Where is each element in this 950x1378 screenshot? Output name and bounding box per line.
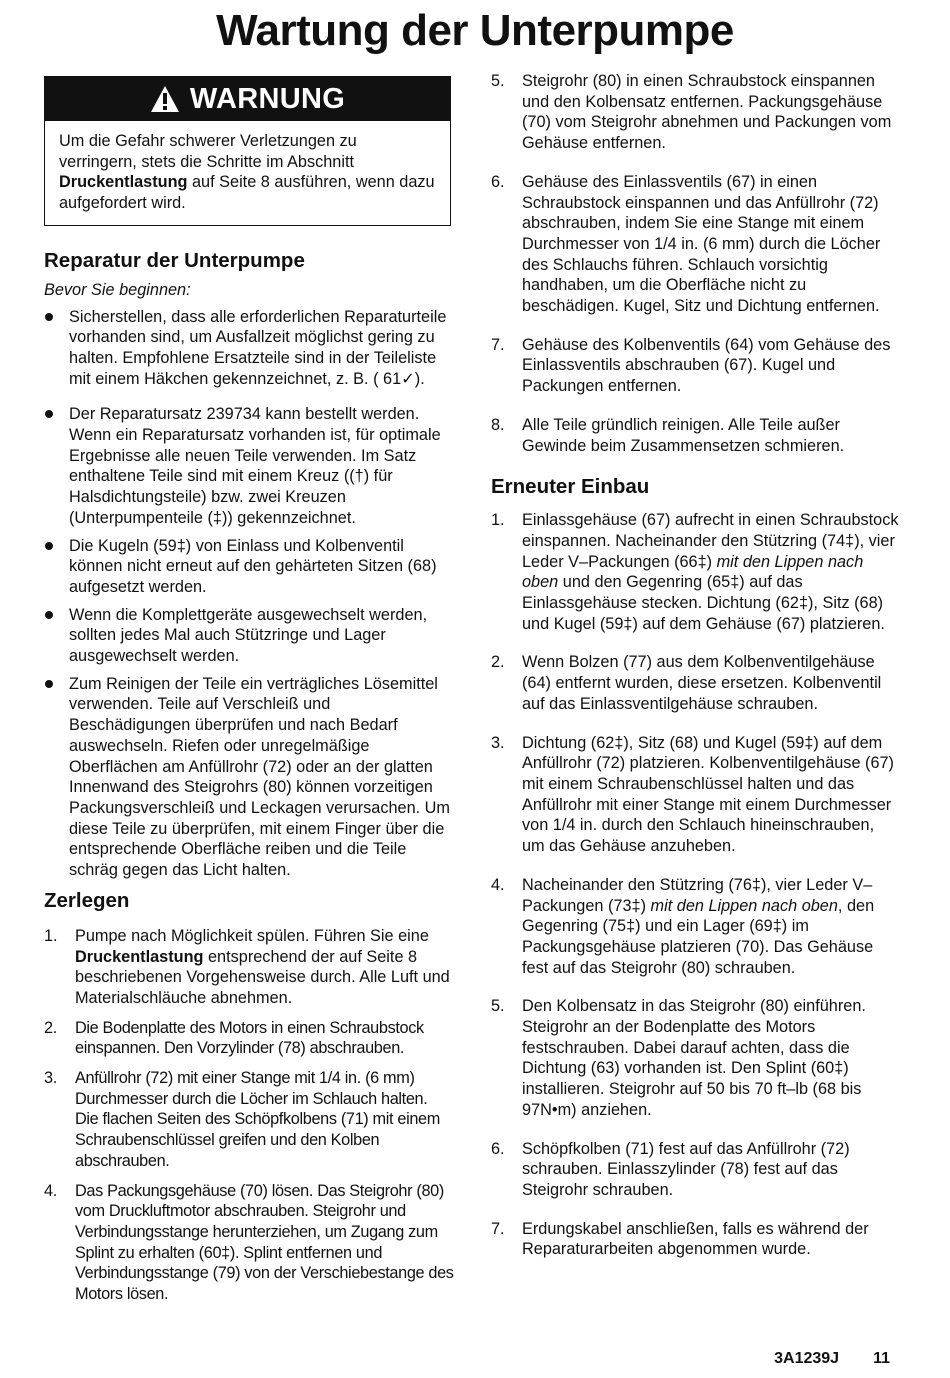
- disassembly-steps: [44, 926, 454, 1305]
- repair-intro: Bevor Sie beginnen:: [44, 280, 191, 299]
- disassembly-heading: Zerlegen: [44, 888, 130, 912]
- list-item: Wenn die Komplettgeräte ausgewechselt werden, sollten jedes Mal auch Stützringe und Lager ausgewechselt werden.: [44, 605, 454, 667]
- list-item: Zum Reinigen der Teile ein verträgliches Lösemittel verwenden. Teile auf Verschleiß und Beschädigungen überprüfen und nach Bedarf auswechseln. Riefen oder unregelmäßige Oberflächen am Anfüllrohr (72) oder an der glatten Innenwand des Steigrohrs (80) können vorzeitigen Packungsverschleiß und Leckagen verursachen. Um diese Teile zu überprüfen, mit einem Finger über die entsprechende Oberfläche reiben und die Teile schräg gegen das Licht halten.: [44, 674, 454, 881]
- warning-text: Um die Gefahr schwerer Verletzungen zu verringern, stets die Schritte im Abschnitt Druckentlastung auf Seite 8 ausführen, wenn dazu aufgefordert wird.: [59, 132, 435, 213]
- list-item: 7. Erdungskabel anschließen, falls es während der Reparaturarbeiten abgenommen wurde.: [491, 1219, 869, 1259]
- list-item: 6. Schöpfkolben (71) fest auf das Anfüllrohr (72) schrauben. Einlasszylinder (78) fest auf das Steigrohr schrauben.: [491, 1139, 850, 1199]
- list-item: Die Kugeln (59‡) von Einlass und Kolbenventil können nicht erneut auf den gehärteten Sitzen (68) aufgesetzt werden.: [44, 536, 454, 598]
- document-number: 3A1239J: [774, 1350, 840, 1367]
- list-item: 1. Pumpe nach Möglichkeit spülen. Führen Sie eine Druckentlastung entsprechend der auf Seite 8 beschriebenen Vorgehensweise durch. Alle Luft und Materialschläuche abnehmen.: [44, 926, 450, 1007]
- list-item: 5. Steigrohr (80) in einen Schraubstock einspannen und den Kolbensatz entfernen. Packungsgehäuse (70) vom Steigrohr abnehmen und Packungen vom Gehäuse entfernen.: [491, 72, 892, 153]
- list-item: 4. Das Packungsgehäuse (70) lösen. Das Steigrohr (80) vom Druckluftmotor abschrauben. Steigrohr und Verbindungsstange herunterziehen, um Zugang zum Splint zu erhalten (60‡). Splint entfernen und Verbindungsstange (79) von der Verschiebestange des Motors lösen.: [44, 1181, 454, 1304]
- list-item: 7. Gehäuse des Kolbenventils (64) vom Gehäuse des Einlassventils abschrauben (67). Kugel und Packungen entfernen.: [491, 335, 891, 396]
- page-footer: [774, 1350, 890, 1368]
- warning-title: WARNUNG: [189, 82, 346, 115]
- warning-header: [45, 77, 450, 121]
- list-item: 3. Dichtung (62‡), Sitz (68) und Kugel (59‡) auf dem Anfüllrohr (72) platzieren. Kolbenventilgehäuse (67) mit einem Schraubenschlüssel halten und das Anfüllrohr mit einer Stange mit einem Durchmesser von 1/4 in. durch den Schlauch hineinschrauben, um das Gehäuse anzuheben.: [491, 733, 894, 856]
- list-item: 4. Nacheinander den Stützring (76‡), vier Leder V–Packungen (73‡) mit den Lippen nach oben, den Gegenring (75‡) und ein Lager (69‡) im Packungsgehäuse platzieren (70). Das Gehäuse fest auf das Steigrohr (80) schrauben.: [491, 875, 875, 977]
- list-item: 8. Alle Teile gründlich reinigen. Alle Teile außer Gewinde beim Zusammensetzen schmieren.: [491, 415, 845, 455]
- warning-box: [44, 76, 451, 226]
- right-column: [491, 72, 901, 1278]
- list-item: Der Reparatursatz 239734 kann bestellt werden. Wenn ein Reparatursatz vorhanden ist, für optimale Ergebnisse alle neuen Teile verwenden. Im Satz enthaltene Teile sind mit einem Kreuz ((†) für Halsdichtungsteile) bzw. zwei Kreuzen (Unterpumpenteile (‡)) gekennzeichnet.: [44, 404, 454, 528]
- warning-triangle-icon: [150, 85, 180, 113]
- page-title: Wartung der Unterpumpe: [216, 6, 734, 55]
- left-column: [44, 76, 454, 1314]
- reassembly-heading: Erneuter Einbau: [491, 475, 650, 499]
- disassembly-steps-continued: [491, 71, 901, 456]
- pressure-relief-link: Druckentlastung: [59, 173, 188, 192]
- reassembly-steps: [491, 510, 901, 1260]
- repair-heading: Reparatur der Unterpumpe: [44, 248, 305, 272]
- list-item: Sicherstellen, dass alle erforderlichen Reparaturteile vorhanden sind, um Ausfallzeit möglichst gering zu halten. Empfohlene Ersatzteile sind in der Teileliste mit einem Häkchen gekennzeichnet, z. B. ( 61✓).: [44, 307, 454, 390]
- repair-bullet-list: [44, 307, 454, 881]
- list-item: 1. Einlassgehäuse (67) aufrecht in einen Schraubstock einspannen. Nacheinander den Stützring (74‡), vier Leder V–Packungen (66‡) mit den Lippen nach oben und den Gegenring (65‡) auf das Einlassgehäuse stecken. Dichtung (62‡), Sitz (68) und Kugel (59‡) auf dem Gehäuse (67) platzieren.: [491, 511, 899, 633]
- list-item: 3. Anfüllrohr (72) mit einer Stange mit 1/4 in. (6 mm) Durchmesser durch die Löcher im Schlauch halten. Die flachen Seiten des Schöpfkolbens (71) mit einem Schraubenschlüssel greifen und den Kolben abschrauben.: [44, 1069, 440, 1170]
- list-item: 2. Wenn Bolzen (77) aus dem Kolbenventilgehäuse (64) entfernt wurden, diese ersetzen. Kolbenventil auf das Einlassventilgehäuse schrauben.: [491, 653, 882, 713]
- list-item: 6. Gehäuse des Einlassventils (67) in einen Schraubstock einspannen und das Anfüllrohr (72) abschrauben, indem Sie eine Stange mit einem Durchmesser von 1/4 in. (6 mm) durch die Löcher des Schlauchs führen. Schlauch vorsichtig handhaben, um die Oberfläche nicht zu beschädigen. Kugel, Sitz und Dichtung entfernen.: [491, 172, 881, 316]
- list-item: 2. Die Bodenplatte des Motors in einen Schraubstock einspannen. Den Vorzylinder (78) abschrauben.: [44, 1018, 424, 1058]
- page-number: 11: [873, 1350, 890, 1367]
- list-item: 5. Den Kolbensatz in das Steigrohr (80) einführen. Steigrohr an der Bodenplatte des Motors festschrauben. Dabei darauf achten, dass die Dichtung (63) vorhanden ist. Den Splint (60‡) installieren. Steigrohr auf 50 bis 70 ft–lb (68 bis 97N•m) anziehen.: [491, 997, 866, 1119]
